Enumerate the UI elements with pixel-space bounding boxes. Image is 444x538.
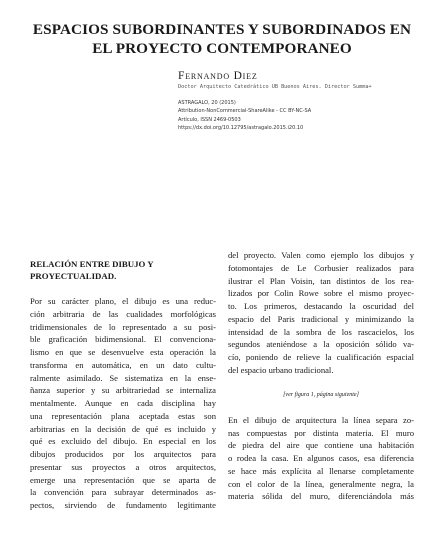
text-line: con el color de la línea, generalmente negra, la <box>228 478 414 489</box>
text-line: dibujos producidos por los arquitectos para <box>30 449 216 459</box>
text-line: tridimensionales de lo representado a su posi- <box>30 321 216 332</box>
text-line: ñanza superior y su arbitrariedad se internaliza <box>30 385 216 396</box>
author-affiliation: Doctor Arquitecto Catedrático UB Buenos Aires. Director Summa+ <box>178 84 372 90</box>
text-line: del proyecto. Valen como ejemplo los dibujos y <box>228 250 414 260</box>
text-line: lismo en que se desenvuelve esta operación la <box>30 347 216 357</box>
text-line: ción arbitraria de las cualidades morfológicas <box>30 308 216 319</box>
text-line: cío, poniendo de relieve la cualificación espacial <box>228 352 414 362</box>
text-line: espacio del Paris tradicional y minimizando la <box>228 313 414 324</box>
text-line: emerge una representación que se aparta de <box>30 474 216 485</box>
text-line: ble graficación bidimensional. El convenciona- <box>30 334 216 345</box>
text-line: pectos, sirviendo de fundamento legitimante <box>30 500 216 510</box>
text-line: qué es excluido del dibujo. En especial en los <box>30 436 216 447</box>
figure-reference[interactable]: [ver figura 1, página siguiente] <box>283 392 359 399</box>
text-line: del espacio urbano tradicional. <box>228 364 334 375</box>
text-line: lizados por Colin Rowe sobre el mismo proyec- <box>228 288 414 299</box>
text-line: la convención para subrayar determinados as- <box>30 487 216 498</box>
author-name: Fernando Diez <box>178 70 258 82</box>
meta-doi-link[interactable]: https://dx.doi.org/10.12795/astragalo.2015.i20.10 <box>178 125 304 132</box>
left-column <box>30 258 216 512</box>
text-line: fotomontajes de Le Corbusier realizados para <box>228 262 414 273</box>
spacer <box>228 377 414 390</box>
text-line: nas compuestas por distinta materia. El muro <box>228 427 414 438</box>
text-line: intensidad de la sombra de los rascacielos, los <box>228 326 414 337</box>
text-line: Por su carácter plano, el dibujo es una reduc- <box>30 296 216 306</box>
text-line: ilustrar el Plan Voisin, tan distintos de los rea- <box>228 275 414 286</box>
text-line: se hace más explícita al llenarse completamente <box>228 465 414 476</box>
spacer <box>228 402 414 414</box>
section-heading-line: PROYECTUALIDAD. <box>30 271 117 282</box>
text-line: una representación plana aceptada estas son <box>30 410 216 421</box>
left-body-text <box>30 295 216 512</box>
meta-journal: ASTRAGALO, 20 (2015) <box>178 100 236 106</box>
right-paragraph-1 <box>228 249 414 377</box>
publication-meta <box>178 99 311 133</box>
right-column <box>228 249 414 503</box>
text-line: mentalmente. Aunque en cada disciplina hay <box>30 398 216 408</box>
text-line: ralmente asimilado. Se sistematiza en la ense- <box>30 372 216 383</box>
meta-license: Attribution-NonCommercial-ShareAlike - CC BY-NC-SA <box>178 108 312 115</box>
section-heading-line: RELACIÓN ENTRE DIBUJO Y <box>30 259 154 269</box>
title-line-2: EL PROYECTO CONTEMPORANEO <box>92 40 352 57</box>
title-line-1: ESPACIOS SUBORDINANTES Y SUBORDINADOS EN <box>32 21 412 38</box>
right-paragraph-2 <box>228 414 414 503</box>
text-line: En el dibujo de arquitectura la línea separa zo- <box>228 414 414 425</box>
text-line: materia sólida del muro, diferenciándola más <box>228 491 414 502</box>
text-line: o rodea la casa. En algunos casos, esa diferencia <box>228 453 414 464</box>
text-line: transforma en automática, en un dato cultu- <box>30 359 216 370</box>
text-line: arbitrarias en la decisión de qué es incluido y <box>30 423 216 434</box>
text-line: to. Los primeros, destacando la oscuridad del <box>228 301 414 311</box>
section-heading <box>30 258 216 282</box>
text-line: segundos ateniéndose a la oposición sólido va- <box>228 339 414 350</box>
text-line: de piedra del aire que contiene una habitación <box>228 440 414 451</box>
article-title <box>20 20 424 58</box>
text-line: presentar sus proyectos a otros arquitectos, <box>30 461 216 472</box>
meta-issn: Artículo, ISSN 2469-0503 <box>178 116 241 123</box>
spacer <box>30 282 216 295</box>
